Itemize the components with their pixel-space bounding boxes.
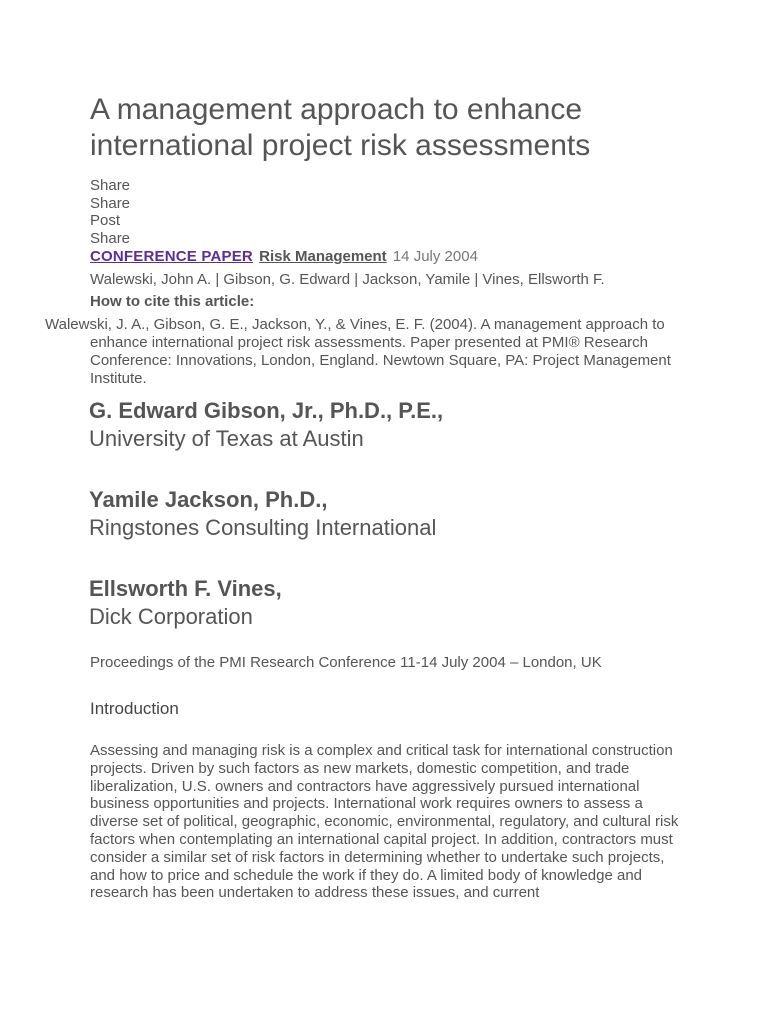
article-meta [90, 248, 478, 266]
author-name: G. Edward Gibson, Jr., Ph.D., P.E., [89, 398, 444, 423]
category-link[interactable]: Risk Management [259, 248, 387, 265]
author-affiliation: Dick Corporation [89, 604, 253, 629]
author-block [89, 575, 282, 631]
publish-date: 14 July 2004 [392, 248, 478, 265]
author-block [89, 397, 443, 453]
content-type-link[interactable]: CONFERENCE PAPER [90, 248, 253, 265]
post-link[interactable]: Post [90, 212, 121, 229]
citation-text: Walewski, J. A., Gibson, G. E., Jackson, Y., & Vines, E. F. (2004). A management approach to enhance international project risk assessments. Paper presented at PMI® Research Conference: Innovations, London, England. Newtown Square, PA: Project Management Institute. [45, 316, 671, 387]
cite-heading: How to cite this article: [90, 293, 255, 310]
author-name: Yamile Jackson, Ph.D., [89, 487, 328, 512]
proceedings-note: Proceedings of the PMI Research Conference 11-14 July 2004 – London, UK [90, 654, 602, 671]
authors-line: Walewski, John A. | Gibson, G. Edward | Jackson, Yamile | Vines, Ellsworth F. [90, 271, 605, 288]
share-list [90, 177, 130, 247]
author-affiliation: Ringstones Consulting International [89, 515, 437, 540]
introduction-heading: Introduction [90, 699, 179, 718]
share-link-1[interactable]: Share [90, 177, 131, 194]
share-link-3[interactable]: Share [90, 229, 131, 247]
introduction-paragraph: Assessing and managing risk is a complex and critical task for international construction projects. Driven by such factors as new markets, domestic competition, and trade liberalization, U.S. owners and contractors have aggressively pursued international business opportunities and projects. International work requires owners to assess a diverse set of political, geographic, economic, environmental, regulatory, and cultural risk factors when contemplating an international capital project. In addition, contractors must consider a similar set of risk factors in determining whether to undertake such projects, and how to price and schedule the work if they do. A limited body of knowledge and research has been undertaken to address these issues, and current [90, 742, 679, 902]
author-name: Ellsworth F. Vines, [89, 576, 282, 601]
share-link-2[interactable]: Share [90, 194, 131, 212]
author-affiliation: University of Texas at Austin [89, 426, 364, 451]
article-title: A management approach to enhance international project risk assessments [90, 93, 591, 162]
author-block [89, 486, 436, 542]
